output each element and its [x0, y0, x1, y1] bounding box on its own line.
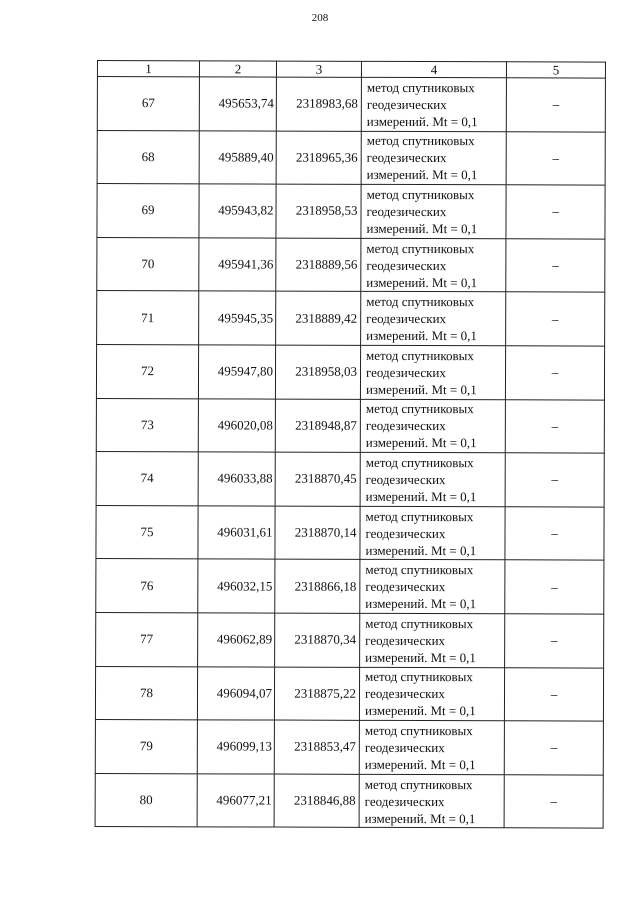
- method-line: измерений. Mt = 0,1: [365, 435, 477, 451]
- y-coordinate-cell: 2318870,45: [275, 452, 360, 506]
- x-coordinate-cell: 496032,15: [198, 559, 275, 613]
- y-coordinate-cell: 2318948,87: [275, 399, 360, 453]
- note-cell: –: [504, 667, 603, 721]
- method-line: измерений. Mt = 0,1: [365, 595, 477, 612]
- y-coordinate-cell: 2318958,53: [276, 184, 361, 238]
- method-cell: [359, 667, 504, 721]
- note-cell: –: [505, 346, 604, 400]
- method-line: измерений. Mt = 0,1: [365, 649, 476, 665]
- header-col-1: 1: [97, 61, 199, 77]
- y-coordinate-cell: 2318870,14: [275, 506, 360, 560]
- method-line: геодезических: [366, 150, 447, 166]
- method-cell: [360, 560, 505, 614]
- x-coordinate-cell: 496031,61: [198, 506, 275, 560]
- method-line: метод спутниковых: [366, 79, 475, 95]
- header-col-2: 2: [199, 61, 276, 77]
- table-body: [95, 77, 605, 829]
- method-line: измерений. Mt = 0,1: [366, 220, 478, 237]
- method-line: геодезических: [365, 525, 446, 541]
- point-number-cell: 75: [96, 505, 198, 559]
- y-coordinate-cell: 2318965,36: [276, 131, 361, 185]
- y-coordinate-cell: 2318889,42: [276, 291, 361, 345]
- note-cell: –: [504, 721, 603, 775]
- note-cell: –: [506, 185, 605, 239]
- x-coordinate-cell: 496077,21: [197, 774, 274, 828]
- method-line: метод спутниковых: [365, 454, 474, 471]
- method-line: метод спутниковых: [364, 776, 473, 792]
- table-row: [95, 720, 603, 775]
- method-cell: [361, 292, 506, 346]
- header-col-3: 3: [276, 61, 361, 77]
- note-cell: –: [505, 560, 604, 614]
- method-line: измерений. Mt = 0,1: [366, 167, 478, 183]
- method-line: геодезических: [366, 257, 447, 273]
- method-line: геодезических: [364, 739, 445, 756]
- method-line: метод спутниковых: [365, 615, 474, 631]
- x-coordinate-cell: 495941,36: [199, 238, 276, 292]
- method-line: метод спутниковых: [366, 133, 475, 149]
- method-cell: [360, 506, 505, 560]
- point-number-cell: 74: [96, 452, 198, 506]
- note-cell: –: [506, 239, 605, 293]
- point-number-cell: 72: [96, 344, 198, 398]
- table-row: [97, 237, 605, 292]
- page-number: 208: [311, 12, 329, 24]
- point-number-cell: 77: [96, 612, 198, 666]
- method-cell: [360, 613, 505, 667]
- x-coordinate-cell: 495889,40: [199, 130, 276, 184]
- coordinates-table: [95, 60, 606, 829]
- header-col-4: 4: [361, 61, 506, 77]
- method-line: измерений. Mt = 0,1: [366, 113, 478, 129]
- point-number-cell: 73: [96, 398, 198, 452]
- method-cell: [361, 131, 506, 185]
- method-line: геодезических: [366, 311, 447, 327]
- table-row: [96, 452, 604, 507]
- method-cell: [360, 452, 505, 506]
- method-cell: [360, 345, 505, 399]
- x-coordinate-cell: 495947,80: [198, 345, 275, 399]
- table-header-row: [97, 61, 605, 79]
- method-cell: [361, 185, 506, 239]
- note-cell: –: [504, 775, 603, 829]
- note-cell: –: [506, 292, 605, 346]
- point-number-cell: 68: [97, 130, 199, 184]
- coordinates-table-container: [95, 60, 606, 829]
- y-coordinate-cell: 2318983,68: [276, 77, 361, 131]
- table-row: [97, 77, 605, 132]
- x-coordinate-cell: 496094,07: [197, 666, 274, 720]
- x-coordinate-cell: 496062,89: [198, 613, 275, 667]
- method-line: геодезических: [365, 632, 446, 648]
- table-row: [96, 398, 604, 453]
- x-coordinate-cell: 496033,88: [198, 452, 275, 506]
- point-number-cell: 69: [97, 184, 199, 238]
- method-line: геодезических: [365, 578, 446, 595]
- x-coordinate-cell: 495943,82: [199, 184, 276, 238]
- method-line: измерений. Mt = 0,1: [364, 756, 476, 773]
- method-line: метод спутниковых: [364, 722, 473, 739]
- method-line: измерений. Mt = 0,1: [365, 488, 477, 505]
- point-number-cell: 67: [97, 77, 199, 131]
- y-coordinate-cell: 2318958,03: [275, 345, 360, 399]
- y-coordinate-cell: 2318875,22: [274, 667, 359, 721]
- method-cell: [361, 77, 506, 131]
- point-number-cell: 71: [97, 291, 199, 345]
- x-coordinate-cell: 496020,08: [198, 398, 275, 452]
- method-line: метод спутниковых: [365, 561, 474, 578]
- note-cell: –: [506, 78, 605, 132]
- table-row: [96, 505, 604, 560]
- table-row: [96, 612, 604, 667]
- x-coordinate-cell: 495653,74: [199, 77, 276, 131]
- method-line: метод спутниковых: [366, 347, 474, 363]
- table-row: [97, 130, 605, 185]
- point-number-cell: 80: [95, 773, 197, 827]
- method-line: измерений. Mt = 0,1: [364, 810, 476, 826]
- note-cell: –: [505, 614, 604, 668]
- note-cell: –: [505, 507, 604, 561]
- y-coordinate-cell: 2318853,47: [274, 720, 359, 774]
- method-line: геодезических: [364, 686, 445, 702]
- method-line: геодезических: [365, 364, 446, 380]
- y-coordinate-cell: 2318846,88: [274, 774, 359, 828]
- method-line: геодезических: [366, 96, 447, 112]
- table-row: [97, 184, 605, 239]
- point-number-cell: 79: [95, 720, 197, 774]
- method-cell: [360, 399, 505, 453]
- note-cell: –: [506, 131, 605, 185]
- method-line: измерений. Mt = 0,1: [366, 328, 477, 344]
- header-col-5: 5: [506, 62, 605, 78]
- method-line: измерений. Mt = 0,1: [365, 381, 477, 397]
- method-cell: [361, 238, 506, 292]
- method-line: метод спутниковых: [366, 240, 475, 256]
- method-line: геодезических: [365, 471, 446, 488]
- method-line: измерений. Mt = 0,1: [364, 703, 476, 719]
- method-line: измерений. Mt = 0,1: [366, 274, 478, 290]
- note-cell: –: [505, 453, 604, 507]
- method-line: метод спутниковых: [365, 508, 474, 524]
- y-coordinate-cell: 2318889,56: [276, 238, 361, 292]
- method-line: метод спутниковых: [366, 294, 475, 310]
- point-number-cell: 76: [96, 559, 198, 613]
- method-line: метод спутниковых: [365, 669, 473, 685]
- method-line: метод спутниковых: [366, 186, 475, 203]
- y-coordinate-cell: 2318870,34: [275, 613, 360, 667]
- table-row: [95, 666, 603, 721]
- point-number-cell: 70: [97, 237, 199, 291]
- method-line: геодезических: [366, 203, 447, 220]
- table-row: [96, 559, 604, 614]
- point-number-cell: 78: [95, 666, 197, 720]
- table-row: [95, 773, 603, 828]
- table-row: [97, 291, 605, 346]
- method-line: геодезических: [365, 418, 446, 434]
- method-line: геодезических: [364, 793, 445, 809]
- x-coordinate-cell: 495945,35: [199, 291, 276, 345]
- method-cell: [359, 720, 504, 774]
- x-coordinate-cell: 496099,13: [197, 720, 274, 774]
- note-cell: –: [505, 399, 604, 453]
- method-cell: [359, 774, 504, 828]
- method-line: измерений. Mt = 0,1: [365, 542, 477, 558]
- table-row: [96, 344, 604, 399]
- y-coordinate-cell: 2318866,18: [275, 559, 360, 613]
- method-line: метод спутниковых: [365, 401, 474, 417]
